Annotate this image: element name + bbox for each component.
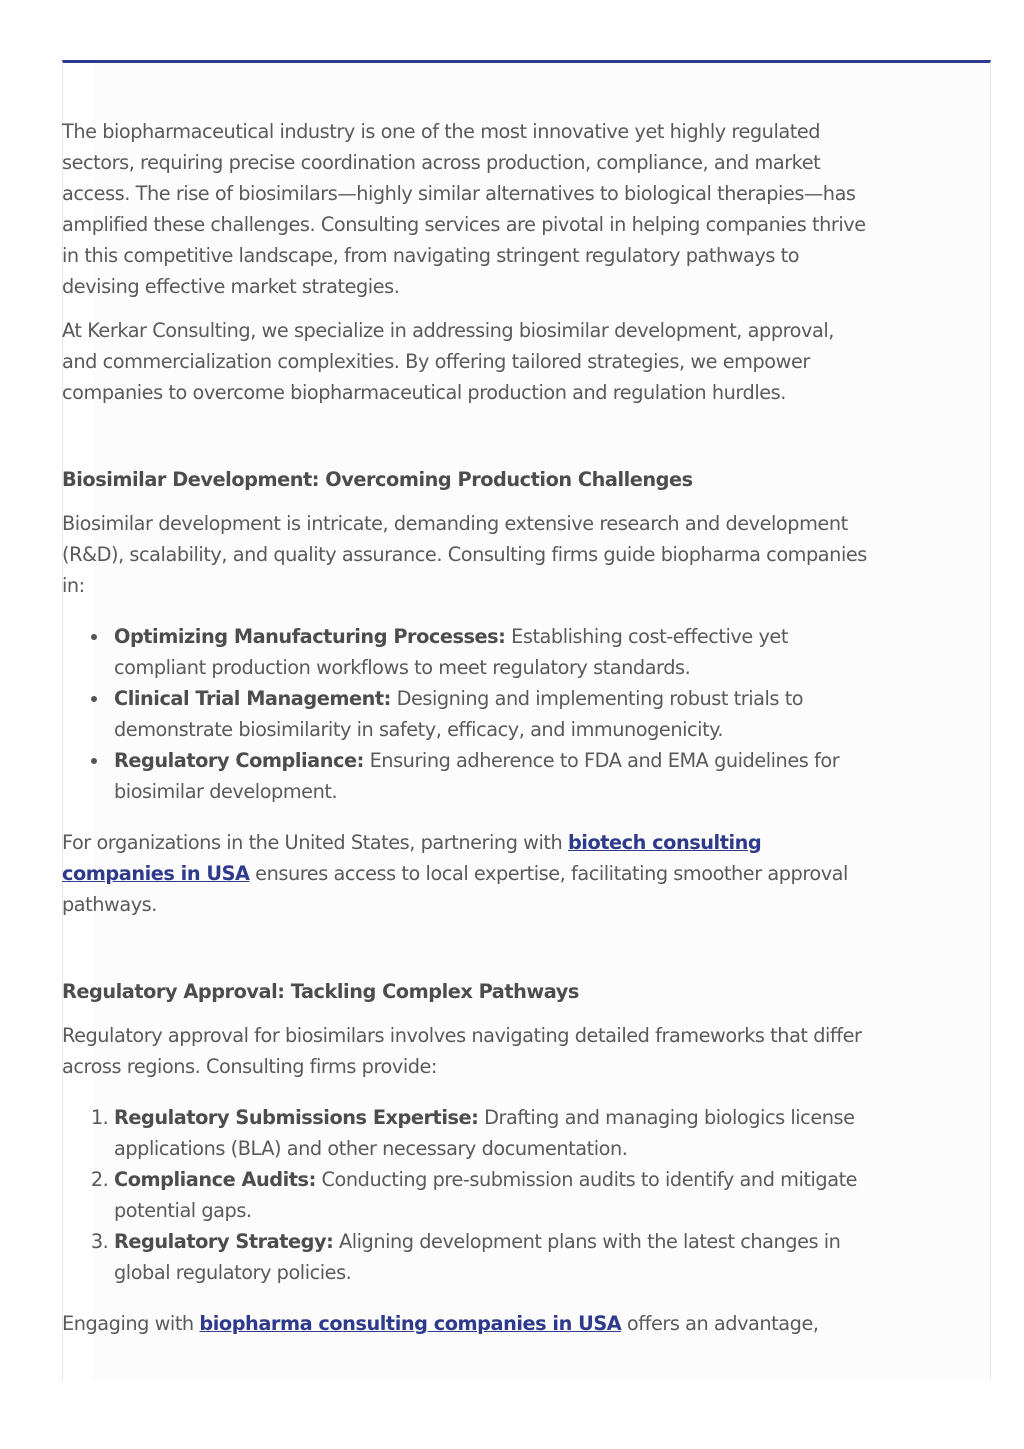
section-closing-development [62,827,870,920]
section-heading-regulatory: Regulatory Approval: Tackling Complex Pathways [62,980,579,1003]
list-item-text: Aligning development plans with the latest changes in global regulatory policies. [114,1230,841,1284]
intro-paragraph-1: The biopharmaceutical industry is one of the most innovative yet highly regulated sectors, requiring precise coordination across production, compliance, and market access. The rise of biosimilars—highly similar alternatives to biological therapies—has amplified these challenges. Consulting services are pivotal in helping companies thrive in this competitive landscape, from navigating stringent regulatory pathways to devising effective market strategies. [62,120,866,298]
section-intro-regulatory: Regulatory approval for biosimilars involves navigating detailed frameworks that differ across regions. Consulting firms provide: [62,1024,862,1078]
list-item-title: Regulatory Strategy: [114,1230,334,1253]
list-item [114,621,870,683]
development-list [62,621,870,807]
list-item-title: Optimizing Manufacturing Processes: [114,625,506,648]
list-item [114,1102,870,1164]
list-item [114,1226,870,1288]
list-item-text: Designing and implementing robust trials to demonstrate biosimilarity in safety, efficacy, and immunogenicity. [114,687,804,741]
list-item [114,745,870,807]
list-item-title: Clinical Trial Management: [114,687,391,710]
closing-text: Engaging with [62,1312,200,1335]
list-item-title: Compliance Audits: [114,1168,316,1191]
list-item-title: Regulatory Compliance: [114,749,364,772]
closing-text: ensures access to local expertise, facilitating smoother approval pathways. [62,862,848,916]
section-closing-regulatory [62,1308,870,1339]
regulatory-list [62,1102,870,1288]
list-item [114,683,870,745]
list-item-text: Ensuring adherence to FDA and EMA guidelines for biosimilar development. [114,749,840,803]
list-item-text: Drafting and managing biologics license applications (BLA) and other necessary documentation. [114,1106,855,1160]
list-item-text: Establishing cost-effective yet compliant production workflows to meet regulatory standards. [114,625,788,679]
closing-text: offers an advantage, [621,1312,819,1335]
section-intro-development: Biosimilar development is intricate, demanding extensive research and development (R&D), scalability, and quality assurance. Consulting firms guide biopharma companies in: [62,512,867,597]
list-item-title: Regulatory Submissions Expertise: [114,1106,479,1129]
article-content [62,116,870,1352]
intro-paragraph-2: At Kerkar Consulting, we specialize in addressing biosimilar development, approval, and commercialization complexities. By offering tailored strategies, we empower companies to overcome biopharmaceutical production and regulation hurdles. [62,319,834,404]
list-item-text: Conducting pre-submission audits to identify and mitigate potential gaps. [114,1168,858,1222]
closing-text: For organizations in the United States, partnering with [62,831,568,854]
biotech-consulting-link[interactable]: biotech consulting companies in USA [62,831,762,885]
section-heading-development: Biosimilar Development: Overcoming Production Challenges [62,468,693,491]
list-item [114,1164,870,1226]
biopharma-consulting-link[interactable]: biopharma consulting companies in USA [199,1312,622,1335]
